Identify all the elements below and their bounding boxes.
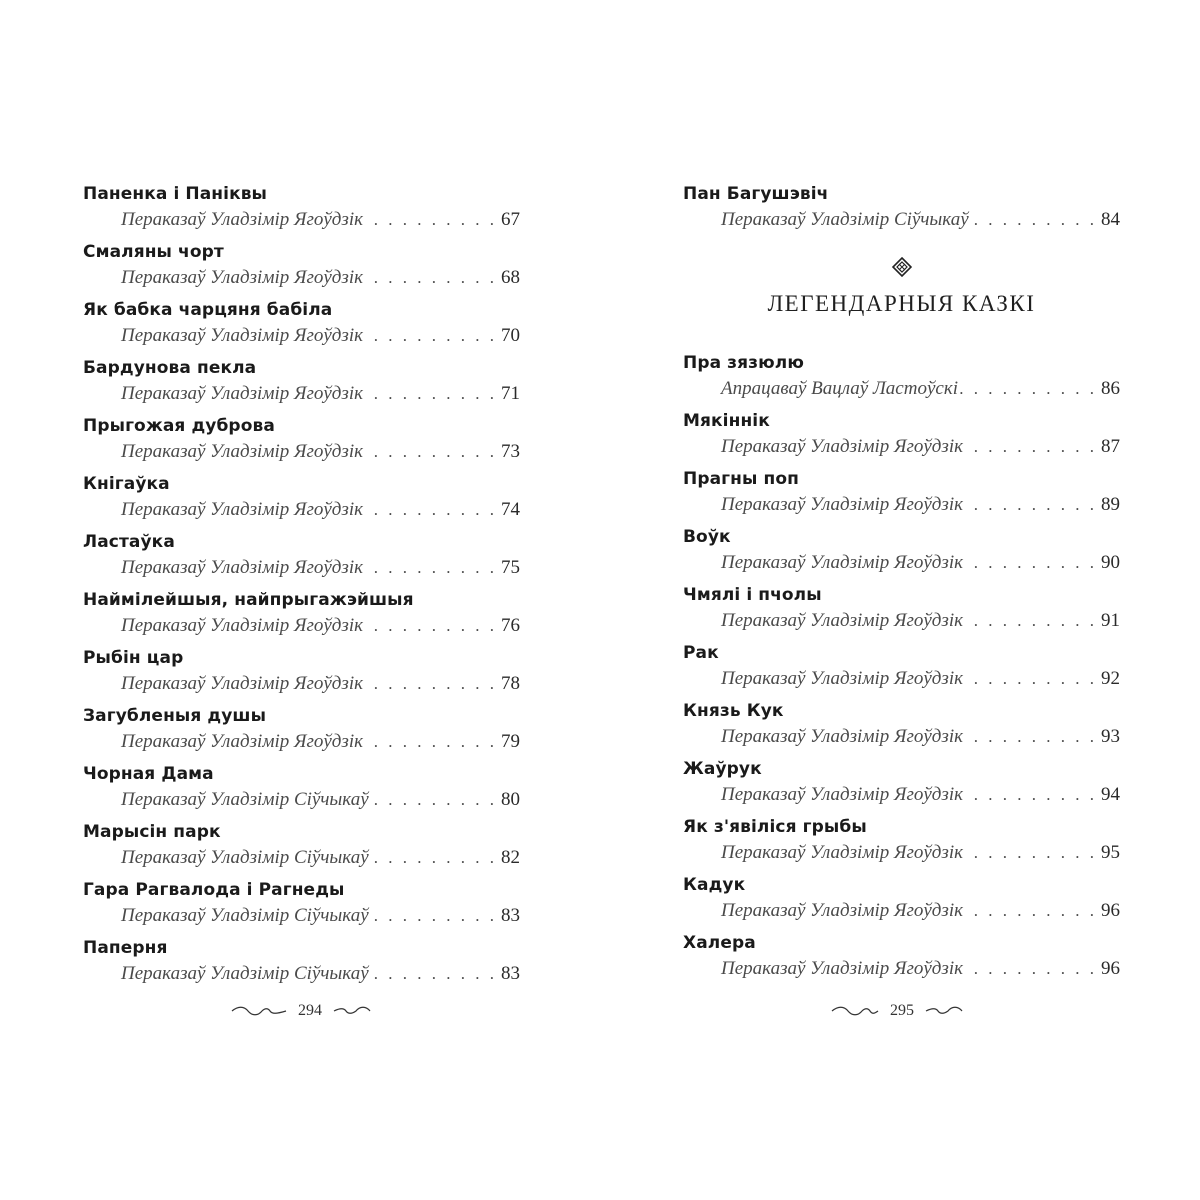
toc-entry-page-number: 80 [501, 789, 520, 810]
toc-entry-page-number: 87 [1101, 436, 1120, 457]
toc-entry-title: Кадук [683, 875, 746, 895]
dot-leader [963, 782, 1097, 808]
toc-entry [683, 757, 1120, 815]
toc-entry [683, 641, 1120, 699]
toc-entry-page-number: 86 [1101, 378, 1120, 399]
toc-entry-line [83, 787, 520, 813]
toc-entry-line [683, 898, 1120, 924]
toc-entry-author: Пераказаў Уладзімір Ягоўдзік [721, 726, 963, 747]
toc-entry-author: Пераказаў Уладзімір Сiўчыкаў [121, 847, 369, 868]
toc-entry-line [83, 439, 520, 465]
toc-entry-line [683, 492, 1120, 518]
toc-entry [683, 815, 1120, 873]
toc-entry-author: Пераказаў Уладзімір Ягоўдзік [721, 668, 963, 689]
toc-entry-title: Рак [683, 643, 719, 663]
toc-entry-title: Прыгожая дуброва [83, 416, 275, 436]
toc-entry-title: Рыбiн цар [83, 648, 184, 668]
toc-entry [683, 525, 1120, 583]
toc-entry [683, 182, 1120, 240]
section-heading: ЛЕГЕНДАРНЫЯ КАЗКІ [767, 291, 1036, 316]
toc-entry-title: Ластаўка [83, 532, 175, 552]
toc-entry-title: Жаўрук [683, 759, 762, 779]
toc-entry-page-number: 78 [501, 673, 520, 694]
dot-leader [963, 434, 1097, 460]
toc-entry [83, 936, 520, 994]
toc-entry [83, 298, 520, 356]
toc-entry-title: Паперня [83, 938, 168, 958]
toc-entry-page-number: 84 [1101, 209, 1120, 230]
toc-entry [83, 414, 520, 472]
toc-entry-title: Загубленыя душы [83, 706, 267, 726]
toc-entry-title: Воўк [683, 527, 731, 547]
toc-entry-author: Апрацаваў Вацлаў Ластоўскі [721, 378, 958, 399]
toc-entry-title: Чорная Дама [83, 764, 214, 784]
toc-entry-page-number: 79 [501, 731, 520, 752]
dot-leader [963, 898, 1097, 924]
toc-entry-title: Паненка і Панiквы [83, 184, 268, 204]
toc-entry-author: Пераказаў Уладзімір Ягоўдзік [121, 499, 363, 520]
toc-entry [683, 699, 1120, 757]
toc-entry-page-number: 89 [1101, 494, 1120, 515]
toc-entry-page-number: 90 [1101, 552, 1120, 573]
toc-entry-page-number: 94 [1101, 784, 1120, 805]
toc-entry-author: Пераказаў Уладзімір Ягоўдзік [121, 615, 363, 636]
toc-entry-author: Пераказаў Уладзімір Ягоўдзік [721, 900, 963, 921]
dot-leader [963, 608, 1097, 634]
dot-leader [363, 671, 497, 697]
dot-leader [963, 724, 1097, 750]
dot-leader [369, 845, 497, 871]
flourish-left-icon [830, 1005, 880, 1017]
toc-entry-line [683, 550, 1120, 576]
page-number: 295 [890, 1002, 914, 1019]
toc-entry-line [83, 497, 520, 523]
toc-entry-author: Пераказаў Уладзімір Ягоўдзік [121, 267, 363, 288]
toc-entry-author: Пераказаў Уладзімір Ягоўдзік [121, 673, 363, 694]
dot-leader [963, 666, 1097, 692]
toc-entry [83, 240, 520, 298]
toc-entry-line [83, 323, 520, 349]
toc-entry [683, 409, 1120, 467]
left-page [83, 182, 520, 994]
toc-entry-page-number: 91 [1101, 610, 1120, 631]
toc-entry-line [683, 666, 1120, 692]
toc-entry-author: Пераказаў Уладзімір Ягоўдзік [121, 383, 363, 404]
toc-entry-page-number: 76 [501, 615, 520, 636]
toc-entry-author: Пераказаў Уладзімір Ягоўдзік [721, 842, 963, 863]
toc-entry [683, 467, 1120, 525]
toc-entry [83, 530, 520, 588]
dot-leader [363, 323, 497, 349]
toc-entry [683, 931, 1120, 989]
toc-entry-line [83, 265, 520, 291]
toc-entry-page-number: 73 [501, 441, 520, 462]
flourish-right-icon [332, 1005, 372, 1017]
toc-entry-page-number: 74 [501, 499, 520, 520]
toc-entry-author: Пераказаў Уладзімір Ягоўдзік [721, 784, 963, 805]
page-number-left [230, 1002, 372, 1020]
toc-entry-line [83, 729, 520, 755]
toc-entry-page-number: 83 [501, 963, 520, 984]
toc-entry-author: Пераказаў Уладзімір Ягоўдзік [721, 494, 963, 515]
toc-entry-author: Пераказаў Уладзімір Сiўчыкаў [121, 905, 369, 926]
toc-entry-author: Пераказаў Уладзімір Ягоўдзік [721, 436, 963, 457]
toc-entry-author: Пераказаў Уладзімір Ягоўдзік [121, 325, 363, 346]
toc-entry-line [83, 613, 520, 639]
toc-entry-page-number: 96 [1101, 900, 1120, 921]
dot-leader [369, 961, 497, 987]
toc-entry-line [683, 434, 1120, 460]
dot-leader [363, 555, 497, 581]
toc-entry-author: Пераказаў Уладзімір Ягоўдзік [721, 610, 963, 631]
toc-entry-author: Пераказаў Уладзімір Ягоўдзік [121, 209, 363, 230]
dot-leader [969, 207, 1097, 233]
toc-entry-line [683, 840, 1120, 866]
toc-entry-title: Наймілейшыя, найпрыгажэйшыя [83, 590, 414, 610]
dot-leader [363, 613, 497, 639]
toc-entry-page-number: 67 [501, 209, 520, 230]
toc-entry-title: Халера [683, 933, 756, 953]
toc-entry-title: Чмялі і пчолы [683, 585, 822, 605]
dot-leader [363, 265, 497, 291]
dot-leader [363, 439, 497, 465]
toc-entry-line [683, 608, 1120, 634]
toc-entry [83, 878, 520, 936]
right-top-toc-list [683, 182, 1120, 240]
dot-leader [958, 376, 1097, 402]
toc-entry-title: Прагны поп [683, 469, 799, 489]
toc-entry-page-number: 71 [501, 383, 520, 404]
toc-entry-page-number: 95 [1101, 842, 1120, 863]
toc-entry-line [83, 961, 520, 987]
toc-entry-title: Бардунова пекла [83, 358, 257, 378]
toc-entry-line [683, 376, 1120, 402]
dot-leader [963, 550, 1097, 576]
toc-entry-author: Пераказаў Уладзімір Ягоўдзік [121, 441, 363, 462]
toc-entry [83, 472, 520, 530]
toc-entry-page-number: 82 [501, 847, 520, 868]
toc-entry-author: Пераказаў Уладзімір Сiўчыкаў [121, 963, 369, 984]
toc-entry [83, 704, 520, 762]
right-toc-list [683, 351, 1120, 989]
toc-entry-page-number: 75 [501, 557, 520, 578]
toc-entry-title: Мякiннiк [683, 411, 770, 431]
toc-entry [83, 182, 520, 240]
flourish-left-icon [230, 1005, 288, 1017]
dot-leader [369, 903, 497, 929]
toc-entry [683, 351, 1120, 409]
toc-entry [83, 762, 520, 820]
page-number-right [830, 1002, 964, 1020]
toc-entry [83, 588, 520, 646]
dot-leader [369, 787, 497, 813]
toc-entry-author: Пераказаў Уладзімір Сiўчыкаў [121, 789, 369, 810]
dot-leader [363, 497, 497, 523]
toc-entry-title: Пан Багушэвiч [683, 184, 829, 204]
toc-entry [683, 873, 1120, 931]
toc-entry-page-number: 96 [1101, 958, 1120, 979]
toc-entry-author: Пераказаў Уладзімір Ягоўдзік [121, 557, 363, 578]
toc-entry-line [683, 782, 1120, 808]
toc-entry-line [683, 207, 1120, 233]
toc-entry-author: Пераказаў Уладзімір Ягоўдзік [721, 958, 963, 979]
toc-entry-title: Смаляны чорт [83, 242, 224, 262]
toc-entry-page-number: 93 [1101, 726, 1120, 747]
toc-entry-title: Пра зязюлю [683, 353, 804, 373]
toc-entry-author: Пераказаў Уладзімір Ягоўдзік [721, 552, 963, 573]
dot-leader [363, 381, 497, 407]
toc-entry-page-number: 70 [501, 325, 520, 346]
dot-leader [963, 492, 1097, 518]
diamond-knot-ornament-icon [683, 257, 1120, 279]
toc-entry [683, 583, 1120, 641]
toc-entry [83, 356, 520, 414]
toc-entry-line [83, 671, 520, 697]
toc-entry-line [83, 845, 520, 871]
right-page [683, 182, 1120, 989]
toc-entry-line [83, 903, 520, 929]
toc-entry-title: Кнiгаўка [83, 474, 170, 494]
toc-entry-page-number: 68 [501, 267, 520, 288]
dot-leader [963, 840, 1097, 866]
toc-entry [83, 646, 520, 704]
toc-entry-author: Пераказаў Уладзімір Сiўчыкаў [721, 209, 969, 230]
toc-entry-line [83, 555, 520, 581]
toc-entry-line [83, 381, 520, 407]
left-toc-list [83, 182, 520, 994]
toc-entry-title: Як з'явіліся грыбы [683, 817, 867, 837]
toc-entry-title: Марысін парк [83, 822, 221, 842]
dot-leader [963, 956, 1097, 982]
toc-entry-page-number: 92 [1101, 668, 1120, 689]
toc-entry-line [683, 956, 1120, 982]
toc-entry [83, 820, 520, 878]
dot-leader [363, 207, 497, 233]
flourish-right-icon [924, 1005, 964, 1017]
toc-entry-title: Гара Рагвалода і Рагнеды [83, 880, 345, 900]
page-number: 294 [298, 1002, 322, 1019]
toc-entry-title: Князь Кук [683, 701, 784, 721]
toc-entry-author: Пераказаў Уладзімір Ягоўдзік [121, 731, 363, 752]
toc-entry-page-number: 83 [501, 905, 520, 926]
toc-entry-title: Як бабка чарцяня бабіла [83, 300, 333, 320]
toc-entry-line [683, 724, 1120, 750]
toc-entry-line [83, 207, 520, 233]
dot-leader [363, 729, 497, 755]
